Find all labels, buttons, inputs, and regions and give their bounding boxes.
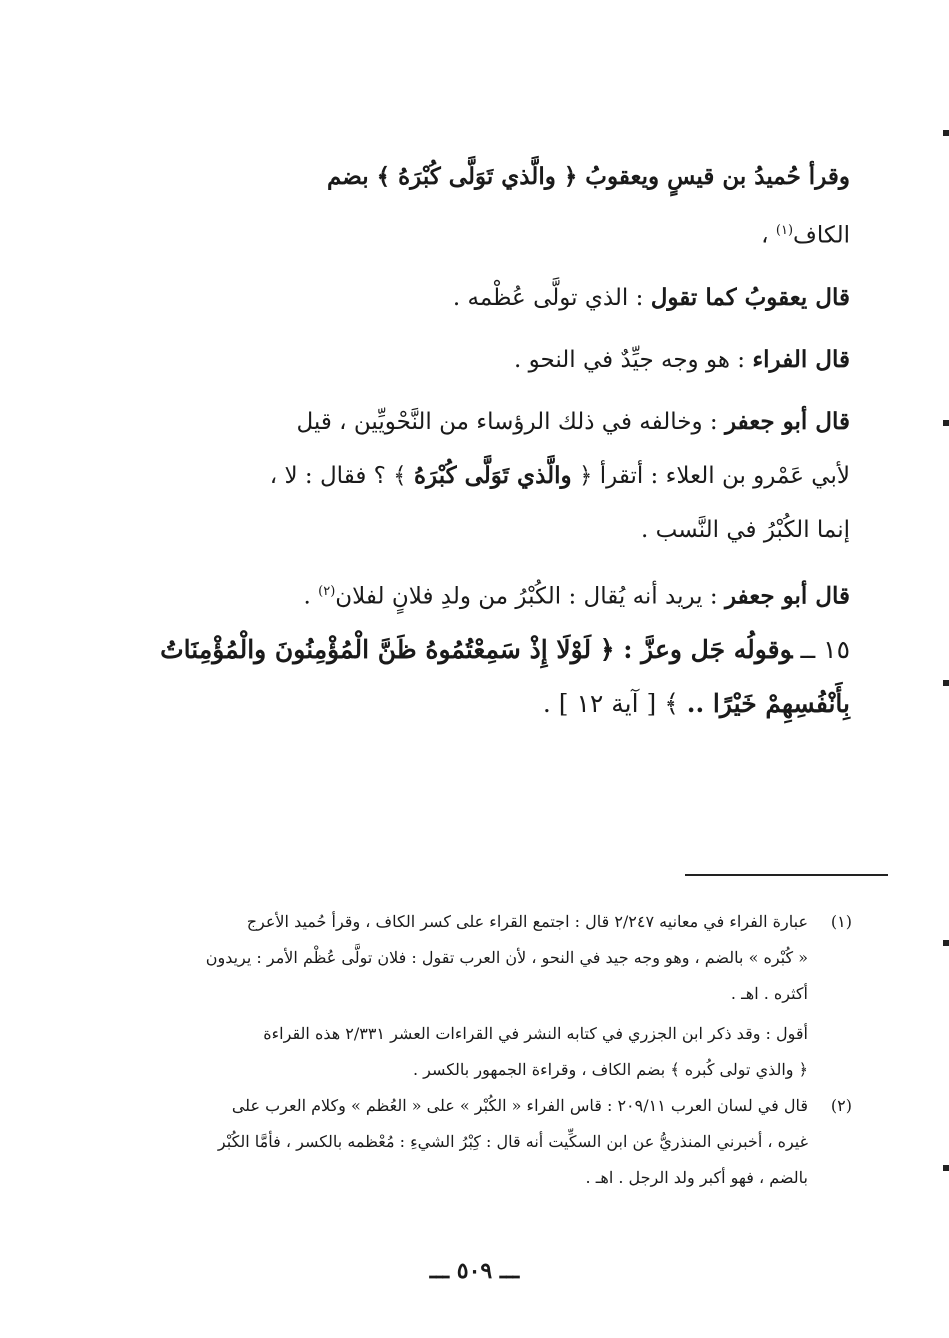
footnote-1-body — [100, 904, 808, 1012]
verse-end: ﴾ [ آية ١٢ ] . — [542, 689, 687, 719]
paragraph-3-label: قال الفراء — [752, 345, 850, 373]
footnote-separator — [685, 874, 888, 876]
verse-entry — [108, 623, 850, 731]
footnote-1-number: (١) — [830, 912, 852, 931]
paragraph-5-label: قال أبو جعفر — [724, 582, 850, 610]
scan-edge-mark — [943, 680, 949, 686]
paragraph-4-text-1: : وخالفه في ذلك الرؤساء من النَّحْويِّين ، قيل — [296, 408, 725, 435]
footnote-1-line-3: أكثره . اهـ . — [730, 984, 808, 1003]
footnote-2-number: (٢) — [830, 1096, 852, 1115]
footnote-2-body — [100, 1088, 808, 1196]
scan-edge-mark — [943, 940, 949, 946]
footnotes — [100, 904, 852, 1200]
footnote-1-addendum-line-1: أقول : وقد ذكر ابن الجزري في كتابه النشر في القراءات العشر ٢/٣٣١ هذه القراءة — [263, 1024, 808, 1043]
footnote-2-line-1: قال في لسان العرب ٢٠٩/١١ : قاس الفراء « الكُبْر » على « العُظم » وكلام العرب على — [231, 1096, 808, 1115]
paragraph-5-text: : يريد أنه يُقال : الكُبْرُ من ولدِ فلانٍ لفلان — [335, 583, 725, 610]
paragraph-1-end: ، — [761, 222, 776, 249]
paragraph-2 — [108, 271, 850, 325]
scan-edge-mark — [943, 420, 949, 426]
scan-edge-mark — [943, 130, 949, 136]
verse-intro: وقولُه جَل وعزَّ : ﴿ — [591, 635, 793, 665]
footnote-1-line-2: « كُبْره » بالضم ، وهو وجه جيد في النحو ، لأن العرب تقول : فلان تولَّى عُظْم الأمر : يريدون — [205, 948, 808, 967]
paragraph-4-text-2a: لأبي عَمْرو بن العلاء : أتقرأ ﴿ — [571, 462, 850, 489]
footnote-1-addendum — [100, 1016, 808, 1088]
verse-quran-1: لَوْلَا إِذْ سَمِعْتُمُوهُ ظَنَّ الْمُؤْمِنُونَ والْمُؤْمِنَاتُ — [160, 635, 592, 665]
paragraph-4-label: قال أبو جعفر — [724, 407, 850, 435]
paragraph-5 — [108, 565, 850, 624]
paragraph-4-quran: والَّذي تَوَلَّى كُبْرَهُ — [413, 461, 572, 489]
main-text — [108, 150, 850, 731]
paragraph-1-line-2: الكاف — [793, 222, 850, 249]
footnote-ref-2: (٢) — [318, 583, 336, 599]
paragraph-1 — [108, 150, 850, 263]
page-number: ـــ ٥٠٩ ـــ — [429, 1258, 520, 1284]
scan-edge-mark — [943, 1165, 949, 1171]
paragraph-4 — [108, 395, 850, 557]
footnote-1 — [100, 904, 852, 1012]
footnote-ref-1: (١) — [775, 223, 794, 238]
paragraph-2-label: قال يعقوبُ كما تقول — [650, 283, 850, 311]
footnote-2 — [100, 1088, 852, 1196]
footnote-1-addendum-line-2: ﴿ والذي تولى كُبره ﴾ بضم الكاف ، وقراءة الجمهور بالكسر . — [412, 1060, 808, 1079]
verse-quran-2: بِأَنْفُسِهِمْ خَيْرًا .. — [686, 689, 850, 719]
paragraph-4-text-3: إنما الكُبْرُ في النَّسب . — [641, 516, 850, 543]
footnote-1-line-1: عبارة الفراء في معانيه ٢/٢٤٧ قال : اجتمع القراء على كسر الكاف ، وقرأ حُميد الأعرج — [246, 912, 808, 931]
paragraph-1-line-1: وقرأ حُميدُ بن قيسٍ ويعقوبُ ﴿ والَّذي تَوَلَّى كُبْرَهُ ﴾ بضم — [326, 163, 850, 190]
paragraph-2-text: : الذي تولَّى عُظْمه . — [452, 284, 651, 311]
footnote-2-line-3: بالضم ، فهو أكبر ولد الرجل . اهـ . — [585, 1168, 808, 1187]
paragraph-5-end: . — [303, 583, 319, 610]
verse-number: ١٥ ــ — [800, 635, 850, 665]
paragraph-3-text: : هو وجه جيِّدٌ في النحو . — [513, 346, 753, 373]
footnote-2-line-2: غيره ، أخبرني المنذريُّ عن ابن السكِّيت أنه قال : كِبْرُ الشيءِ : مُعْظمه بالكسر ، فأمَّا الكُبْر — [217, 1132, 808, 1151]
paragraph-3 — [108, 333, 850, 387]
paragraph-4-text-2b: ﴾ ؟ فقال : لا ، — [269, 462, 414, 489]
